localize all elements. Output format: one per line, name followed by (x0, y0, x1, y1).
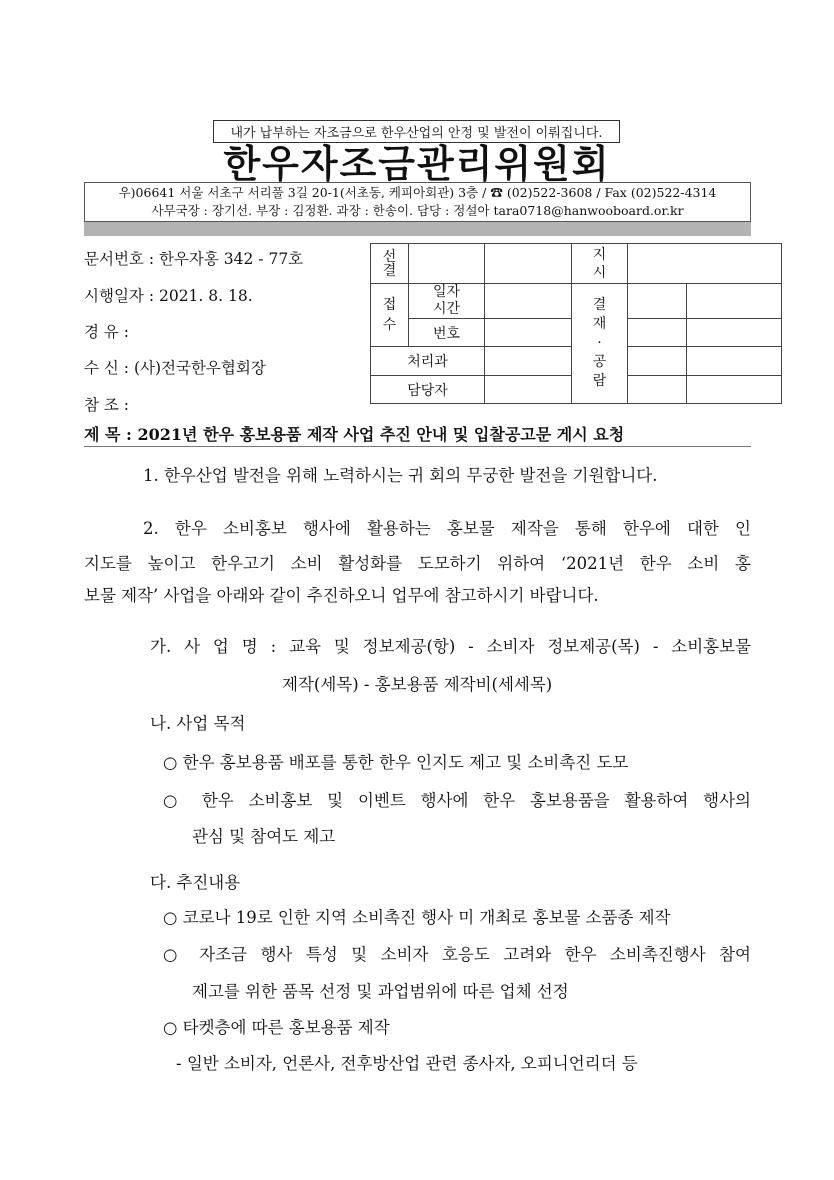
item-na-bullet-2-line-2: 관심 및 참여도 제고 (192, 827, 336, 846)
paragraph-2-line-1: 2. 한우 소비홍보 행사에 활용하는 홍보물 제작을 통해 한우에 대한 인 (143, 519, 751, 538)
subject-divider (84, 446, 751, 447)
cell-prior-approval: 선 결 (371, 244, 409, 284)
address-line: 우)06641 서울 서초구 서리풀 3길 20-1(서초동, 케피아회관) 3층 / ☎ (02)522-3608 / Fax (02)522-4314 (118, 185, 717, 200)
cell-empty (628, 284, 687, 319)
item-da-heading: 다. 추진내용 (150, 873, 241, 892)
slogan-text: 내가 납부하는 자조금으로 한우산업의 안정 및 발전이 이뤄집니다. (230, 126, 603, 141)
paragraph-2-line-2: 지도를 높이고 한우고기 소비 활성화를 도모하기 위하여 ‘2021년 한우 소비 홍 (84, 554, 751, 573)
item-ga-line-2: 제작(세목) - 홍보용품 제작비(세세목) (282, 675, 553, 694)
reference-line: 참 조 : (84, 396, 130, 414)
cell-empty (485, 376, 572, 404)
doc-number: 문서번호 : 한우자홍 342 - 77호 (84, 250, 304, 268)
item-da-bullet-1: ○ 코로나 19로 인한 지역 소비촉진 행사 미 개최로 홍보물 소품종 제작 (163, 908, 671, 927)
cell-person-in-charge: 담당자 (371, 376, 485, 404)
approval-table (370, 243, 782, 404)
cell-empty (485, 319, 572, 347)
header-divider-band (84, 222, 751, 236)
cell-instruction: 지 시 (572, 244, 628, 284)
cell-empty (628, 347, 687, 376)
cell-empty (485, 244, 572, 284)
cell-receipt: 접 수 (371, 284, 409, 347)
via-line: 경 유 : (84, 323, 130, 341)
cell-empty (687, 284, 782, 319)
item-da-bullet-3-sub: - 일반 소비자, 언론사, 전후방산업 관련 종사자, 오피니언리더 등 (176, 1054, 638, 1073)
item-da-bullet-2-line-2: 제고를 위한 품목 선정 및 과업범위에 따른 업체 선정 (192, 982, 569, 1001)
cell-number: 번호 (409, 319, 485, 347)
cell-processing-dept: 처리과 (371, 347, 485, 376)
paragraph-2-line-3: 보물 제작’ 사업을 아래와 같이 추진하오니 업무에 참고하시기 바랍니다. (84, 586, 599, 605)
address-box (84, 182, 751, 222)
cell-approval-review: 결 재 · 공 람 (572, 284, 628, 404)
cell-empty (628, 376, 687, 404)
cell-empty (628, 319, 687, 347)
organization-name: 한우자조금관리위원회 (223, 142, 611, 186)
item-na-heading: 나. 사업 목적 (150, 714, 246, 733)
item-na-bullet-1: ○ 한우 홍보용품 배포를 통한 한우 인지도 제고 및 소비촉진 도모 (163, 753, 629, 772)
cell-empty (485, 347, 572, 376)
cell-date-time: 일자 시간 (409, 284, 485, 319)
cell-empty (628, 244, 782, 284)
item-da-bullet-2-line-1: ○ 자조금 행사 특성 및 소비자 호응도 고려와 한우 소비촉진행사 참여 (163, 945, 751, 964)
paragraph-1: 1. 한우산업 발전을 위해 노력하시는 귀 회의 무궁한 발전을 기원합니다. (143, 466, 658, 485)
item-da-bullet-3: ○ 타켓층에 따른 홍보용품 제작 (163, 1018, 390, 1037)
item-ga-line-1: 가. 사 업 명 : 교육 및 정보제공(항) - 소비자 정보제공(목) - 소비홍보물 (150, 637, 751, 656)
issue-date: 시행일자 : 2021. 8. 18. (84, 287, 253, 305)
cell-empty (687, 319, 782, 347)
cell-empty (485, 284, 572, 319)
cell-empty (409, 244, 485, 284)
slogan-box (213, 120, 620, 143)
staff-line: 사무국장 : 장기선. 부장 : 김정환. 과장 : 한송이. 담당 : 정설아 tara0718@hanwooboard.or.kr (151, 203, 684, 218)
subject-line: 제 목 : 2021년 한우 홍보용품 제작 사업 추진 안내 및 입찰공고문 게시 요청 (84, 425, 625, 444)
cell-empty (687, 347, 782, 376)
item-na-bullet-2-line-1: ○ 한우 소비홍보 및 이벤트 행사에 한우 홍보용품을 활용하여 행사의 (163, 791, 751, 810)
cell-empty (687, 376, 782, 404)
recipient-line: 수 신 : (사)전국한우협회장 (84, 359, 266, 377)
